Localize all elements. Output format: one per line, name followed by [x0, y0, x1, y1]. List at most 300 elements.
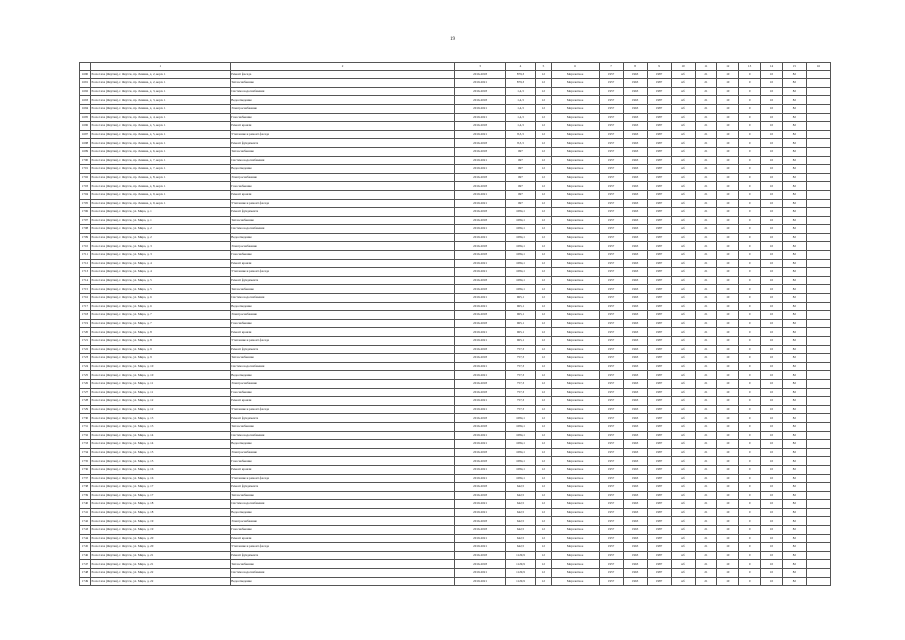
table-cell: нб — [671, 147, 695, 156]
table-cell: 12 — [536, 534, 551, 543]
table-cell: Водоотведение — [230, 371, 455, 380]
table-cell: Ремонт кровли — [230, 465, 455, 474]
table-cell: 10 — [717, 448, 739, 457]
table-cell: 21 — [695, 79, 717, 88]
table-cell: Мерзлотное — [551, 337, 599, 346]
table-row — [80, 397, 831, 406]
table-cell: 1084,1 — [505, 457, 536, 466]
table-cell: 642,5 — [505, 526, 536, 535]
table-cell: Водоотведение — [230, 508, 455, 517]
table-cell: 10 — [717, 328, 739, 337]
table-cell: 82 — [782, 276, 806, 285]
table-cell: 757,3 — [505, 371, 536, 380]
table-cell: 10 — [717, 104, 739, 113]
table-cell — [806, 345, 830, 354]
table-cell: 0 — [739, 465, 761, 474]
table-cell: 0 — [739, 276, 761, 285]
table-cell: 10 — [717, 225, 739, 234]
table-cell — [806, 448, 830, 457]
table-cell: Водоотведение — [230, 440, 455, 449]
table-cell: 12 — [536, 242, 551, 251]
row-number-cell: 1722 — [80, 345, 91, 354]
table-cell: 1,4,3 — [505, 96, 536, 105]
table-cell: 1963 — [623, 491, 647, 500]
table-cell: 10 — [717, 379, 739, 388]
table-cell: 10 — [761, 534, 783, 543]
table-cell: 1987 — [647, 199, 671, 208]
table-cell: Роск.Саха (Якутия), г. Якутск, ул. Мира, д. 21 — [90, 551, 230, 560]
table-row — [80, 560, 831, 569]
table-cell: 10 — [761, 139, 783, 148]
table-cell — [806, 362, 830, 371]
table-cell: 1957 — [599, 431, 623, 440]
table-cell: Роск.Саха (Якутия), г. Якутск, ул. Мира, д. 15 — [90, 457, 230, 466]
table-cell: 0 — [739, 379, 761, 388]
table-cell — [806, 457, 830, 466]
table-cell: 10 — [761, 465, 783, 474]
table-cell: 2019-2021 — [455, 397, 505, 406]
row-number-cell: 1716 — [80, 294, 91, 303]
table-cell: Мерзлотное — [551, 182, 599, 191]
table-cell: 1957 — [599, 147, 623, 156]
row-number-cell: 1693 — [80, 96, 91, 105]
table-cell: 10 — [761, 276, 783, 285]
row-number-cell: 1691 — [80, 79, 91, 88]
table-cell: 1963 — [623, 543, 647, 552]
table-cell: 82 — [782, 517, 806, 526]
table-cell: 12 — [536, 354, 551, 363]
table-cell: 1084,1 — [505, 208, 536, 217]
table-cell — [806, 551, 830, 560]
table-cell: 21 — [695, 526, 717, 535]
table-cell: 0 — [739, 130, 761, 139]
table-cell — [806, 70, 830, 79]
row-number-cell: 1697 — [80, 130, 91, 139]
table-cell: 10 — [761, 517, 783, 526]
table-cell: Мерзлотное — [551, 422, 599, 431]
table-cell: 1987 — [647, 156, 671, 165]
table-cell: 1963 — [623, 362, 647, 371]
table-cell: 1957 — [599, 199, 623, 208]
row-number-cell: 1711 — [80, 251, 91, 260]
table-cell: 2016-2018 — [455, 285, 505, 294]
table-cell: 21 — [695, 551, 717, 560]
table-cell: 82 — [782, 500, 806, 509]
table-cell: 10 — [761, 311, 783, 320]
table-cell: 1957 — [599, 182, 623, 191]
table-cell: Мерзлотное — [551, 147, 599, 156]
table-cell: 10 — [717, 70, 739, 79]
table-cell: Мерзлотное — [551, 104, 599, 113]
table-cell: 1987 — [647, 259, 671, 268]
table-cell: 10 — [761, 156, 783, 165]
table-cell: 1963 — [623, 371, 647, 380]
table-cell: Ремонт кровли — [230, 328, 455, 337]
table-cell: 1963 — [623, 457, 647, 466]
table-cell: 0 — [739, 173, 761, 182]
table-cell: 0 — [739, 560, 761, 569]
table-cell: 12 — [536, 251, 551, 260]
table-cell: 1963 — [623, 259, 647, 268]
table-cell: Мерзлотное — [551, 139, 599, 148]
table-cell: Электроснабжение — [230, 173, 455, 182]
table-cell: 2019-2021 — [455, 165, 505, 174]
table-cell: Мерзлотное — [551, 268, 599, 277]
table-cell: 12 — [536, 543, 551, 552]
table-cell: 0 — [739, 534, 761, 543]
column-header: 1 — [90, 63, 230, 71]
table-cell: Мерзлотное — [551, 328, 599, 337]
table-cell: Мерзлотное — [551, 354, 599, 363]
table-cell: 10 — [761, 457, 783, 466]
table-cell: Роск.Саха (Якутия), г. Якутск, ул. Мира, д. 6 — [90, 294, 230, 303]
table-cell: 10 — [717, 276, 739, 285]
table-cell: 0 — [739, 216, 761, 225]
table-cell: нб — [671, 551, 695, 560]
table-cell: 2019-2021 — [455, 440, 505, 449]
table-cell: 12 — [536, 560, 551, 569]
table-cell: 1957 — [599, 526, 623, 535]
table-cell: 21 — [695, 251, 717, 260]
table-cell: 12 — [536, 122, 551, 131]
table-cell: Мерзлотное — [551, 156, 599, 165]
table-cell: 12 — [536, 87, 551, 96]
table-cell: 10 — [717, 362, 739, 371]
table-cell: 21 — [695, 259, 717, 268]
table-cell: 1987 — [647, 122, 671, 131]
table-cell: 1957 — [599, 440, 623, 449]
table-cell: 879,3 — [505, 70, 536, 79]
table-cell: 10 — [761, 483, 783, 492]
table-cell — [806, 182, 830, 191]
table-cell: Роск.Саха (Якутия), г. Якутск, ул. Мира, д. 18 — [90, 508, 230, 517]
table-cell: 1957 — [599, 379, 623, 388]
table-cell: 642,5 — [505, 543, 536, 552]
table-cell: 12 — [536, 130, 551, 139]
table-cell: Роск.Саха (Якутия), г. Якутск, ул. Мира, д. 17 — [90, 483, 230, 492]
table-cell: 0 — [739, 208, 761, 217]
table-cell: 1987 — [647, 165, 671, 174]
table-cell: 1987 — [647, 311, 671, 320]
table-row — [80, 543, 831, 552]
table-cell: нб — [671, 560, 695, 569]
table-cell: 1957 — [599, 534, 623, 543]
table-cell: 10 — [717, 414, 739, 423]
table-cell: 2016-2018 — [455, 96, 505, 105]
table-cell: нб — [671, 543, 695, 552]
table-cell: Ремонт фундамента — [230, 345, 455, 354]
table-cell: 82 — [782, 165, 806, 174]
table-cell: 82 — [782, 405, 806, 414]
table-cell: Мерзлотное — [551, 448, 599, 457]
table-cell: 1987 — [647, 431, 671, 440]
table-cell: 697 — [505, 190, 536, 199]
table-cell: Мерзлотное — [551, 173, 599, 182]
table-cell: 1963 — [623, 337, 647, 346]
table-cell: 12 — [536, 79, 551, 88]
table-cell: Мерзлотное — [551, 379, 599, 388]
table-cell: нб — [671, 354, 695, 363]
table-cell: нб — [671, 165, 695, 174]
table-cell: Электроснабжение — [230, 448, 455, 457]
table-cell: 10 — [717, 87, 739, 96]
table-cell: 12 — [536, 371, 551, 380]
table-cell: 82 — [782, 534, 806, 543]
table-cell: 21 — [695, 414, 717, 423]
table-cell: 1963 — [623, 311, 647, 320]
row-number-cell: 1720 — [80, 328, 91, 337]
row-number-cell: 1700 — [80, 156, 91, 165]
table-cell: 10 — [717, 251, 739, 260]
table-cell: 1957 — [599, 233, 623, 242]
table-cell: 21 — [695, 130, 717, 139]
table-cell: Мерзлотное — [551, 440, 599, 449]
table-cell — [806, 104, 830, 113]
table-row — [80, 508, 831, 517]
table-cell: 21 — [695, 379, 717, 388]
table-cell: 10 — [717, 517, 739, 526]
table-cell: Система водоснабжения — [230, 294, 455, 303]
table-cell: 10 — [761, 285, 783, 294]
table-cell: Теплоснабжение — [230, 354, 455, 363]
table-cell: нб — [671, 225, 695, 234]
table-cell: Роск.Саха (Якутия), г. Якутск, пр. Ленина, д. 7, корп. 1 — [90, 156, 230, 165]
table-cell: 2016-2018 — [455, 122, 505, 131]
row-number-cell: 1704 — [80, 190, 91, 199]
table-cell: 2019-2021 — [455, 465, 505, 474]
table-cell: 12 — [536, 362, 551, 371]
table-cell: 757,3 — [505, 379, 536, 388]
table-cell: 1957 — [599, 345, 623, 354]
table-cell — [806, 79, 830, 88]
table-cell: нб — [671, 285, 695, 294]
table-cell: Роск.Саха (Якутия), г. Якутск, ул. Мира, д. 9 — [90, 354, 230, 363]
table-cell: 0 — [739, 517, 761, 526]
table-row — [80, 474, 831, 483]
table-cell: 82 — [782, 457, 806, 466]
table-cell: Мерзлотное — [551, 311, 599, 320]
table-cell: 82 — [782, 440, 806, 449]
table-cell: 10 — [761, 371, 783, 380]
table-row — [80, 448, 831, 457]
table-cell: 697 — [505, 147, 536, 156]
table-cell: 10 — [761, 70, 783, 79]
table-cell: 2016-2018 — [455, 70, 505, 79]
table-cell: нб — [671, 208, 695, 217]
table-cell: 10 — [717, 354, 739, 363]
table-cell: 1963 — [623, 431, 647, 440]
table-cell: 1963 — [623, 328, 647, 337]
table-cell: 10 — [761, 190, 783, 199]
table-cell: 10 — [761, 551, 783, 560]
table-cell: Мерзлотное — [551, 225, 599, 234]
table-cell: 21 — [695, 311, 717, 320]
table-cell: 1963 — [623, 551, 647, 560]
table-cell: 12 — [536, 165, 551, 174]
table-cell: Роск.Саха (Якутия), г. Якутск, ул. Мира, д. 1 — [90, 216, 230, 225]
table-row — [80, 190, 831, 199]
table-cell: 1963 — [623, 465, 647, 474]
table-cell: 2016-2018 — [455, 388, 505, 397]
table-cell — [806, 491, 830, 500]
table-cell: 82 — [782, 328, 806, 337]
table-cell: 1084,1 — [505, 251, 536, 260]
table-cell: 10 — [761, 96, 783, 105]
table-cell: 82 — [782, 422, 806, 431]
table-cell: нб — [671, 431, 695, 440]
table-cell: 10 — [717, 543, 739, 552]
table-cell: 0 — [739, 431, 761, 440]
table-cell: Мерзлотное — [551, 414, 599, 423]
table-cell: 697 — [505, 165, 536, 174]
table-cell: 2016-2018 — [455, 457, 505, 466]
table-cell: 12 — [536, 216, 551, 225]
table-cell: 2019-2021 — [455, 79, 505, 88]
table-cell: 8,3,3 — [505, 139, 536, 148]
table-cell: 2019-2021 — [455, 337, 505, 346]
table-cell: 1963 — [623, 474, 647, 483]
table-cell: 82 — [782, 242, 806, 251]
table-cell: 0 — [739, 165, 761, 174]
table-cell: 10 — [761, 440, 783, 449]
table-cell: 10 — [717, 508, 739, 517]
table-cell: 0 — [739, 551, 761, 560]
table-cell: 1987 — [647, 182, 671, 191]
table-cell: 0 — [739, 345, 761, 354]
table-cell: 12 — [536, 517, 551, 526]
table-cell — [806, 173, 830, 182]
table-cell: Роск.Саха (Якутия), г. Якутск, ул. Мира, д. 11 — [90, 388, 230, 397]
table-cell: 1963 — [623, 147, 647, 156]
column-header: 14 — [761, 63, 783, 71]
table-cell: нб — [671, 337, 695, 346]
table-cell: Мерзлотное — [551, 113, 599, 122]
table-cell: Ремонт фундамента — [230, 483, 455, 492]
table-cell: Мерзлотное — [551, 534, 599, 543]
table-cell: 1987 — [647, 233, 671, 242]
table-cell: Роск.Саха (Якутия), г. Якутск, ул. Мира, д. 22 — [90, 569, 230, 578]
table-cell: 1987 — [647, 422, 671, 431]
table-cell: 1084,1 — [505, 242, 536, 251]
table-cell: 2019-2021 — [455, 543, 505, 552]
table-cell: 1957 — [599, 543, 623, 552]
table-cell: 1963 — [623, 422, 647, 431]
table-cell: 10 — [761, 208, 783, 217]
table-row — [80, 122, 831, 131]
table-cell: Система водоснабжения — [230, 362, 455, 371]
table-cell: Мерзлотное — [551, 242, 599, 251]
row-number-cell: 1744 — [80, 534, 91, 543]
table-cell: 0 — [739, 104, 761, 113]
table-cell: Ремонт фундамента — [230, 414, 455, 423]
table-cell: 2016-2018 — [455, 319, 505, 328]
table-cell: 1957 — [599, 405, 623, 414]
row-number-cell: 1742 — [80, 517, 91, 526]
table-cell: 1957 — [599, 551, 623, 560]
table-cell: 21 — [695, 96, 717, 105]
table-cell: 1963 — [623, 216, 647, 225]
table-row — [80, 526, 831, 535]
table-cell: 12 — [536, 448, 551, 457]
table-cell — [806, 147, 830, 156]
table-cell: Роск.Саха (Якутия), г. Якутск, ул. Мира, д. 21 — [90, 560, 230, 569]
row-number-cell: 1714 — [80, 276, 91, 285]
table-cell: 1957 — [599, 276, 623, 285]
table-cell: 21 — [695, 362, 717, 371]
table-row — [80, 259, 831, 268]
table-cell: 21 — [695, 337, 717, 346]
table-row — [80, 251, 831, 260]
table-cell: 82 — [782, 397, 806, 406]
table-cell: нб — [671, 397, 695, 406]
table-cell: Мерзлотное — [551, 190, 599, 199]
table-cell: 1957 — [599, 569, 623, 578]
table-cell: Роск.Саха (Якутия), г. Якутск, пр. Ленина, д. 3, корп. 1 — [90, 87, 230, 96]
table-cell: 1957 — [599, 156, 623, 165]
table-cell: 0 — [739, 500, 761, 509]
table-cell: 21 — [695, 70, 717, 79]
table-cell: 1963 — [623, 319, 647, 328]
table-cell: 10 — [717, 294, 739, 303]
table-cell: 12 — [536, 259, 551, 268]
table-cell — [806, 311, 830, 320]
table-row — [80, 156, 831, 165]
table-cell: 21 — [695, 139, 717, 148]
column-header: 12 — [717, 63, 739, 71]
table-cell: 10 — [717, 173, 739, 182]
row-number-cell: 1732 — [80, 431, 91, 440]
table-cell: Мерзлотное — [551, 465, 599, 474]
table-cell: 1963 — [623, 156, 647, 165]
table-row — [80, 294, 831, 303]
table-cell: Электроснабжение — [230, 517, 455, 526]
column-header: 13 — [739, 63, 761, 71]
table-cell — [806, 569, 830, 578]
table-cell: 1963 — [623, 165, 647, 174]
table-cell — [806, 156, 830, 165]
table-cell: 10 — [717, 483, 739, 492]
table-cell: 757,3 — [505, 354, 536, 363]
table-cell: 12 — [536, 190, 551, 199]
table-cell: нб — [671, 216, 695, 225]
table-cell: 2016-2018 — [455, 526, 505, 535]
table-cell: Роск.Саха (Якутия), г. Якутск, ул. Мира, д. 20 — [90, 534, 230, 543]
table-cell — [806, 414, 830, 423]
table-cell: Теплоснабжение — [230, 147, 455, 156]
table-cell: 1957 — [599, 165, 623, 174]
table-cell: Теплоснабжение — [230, 216, 455, 225]
column-header: 8 — [623, 63, 647, 71]
table-cell: 1957 — [599, 397, 623, 406]
table-cell: 0 — [739, 285, 761, 294]
table-cell — [806, 577, 830, 586]
table-cell: 2019-2021 — [455, 268, 505, 277]
row-number-cell: 1715 — [80, 285, 91, 294]
table-cell: 1957 — [599, 388, 623, 397]
table-cell: 21 — [695, 122, 717, 131]
table-cell: 12 — [536, 328, 551, 337]
table-row — [80, 113, 831, 122]
row-number-cell: 1717 — [80, 302, 91, 311]
table-cell: 965,1 — [505, 337, 536, 346]
table-cell: 10 — [761, 500, 783, 509]
table-cell: Роск.Саха (Якутия), г. Якутск, ул. Мира, д. 12 — [90, 405, 230, 414]
table-cell: 1084,1 — [505, 233, 536, 242]
table-cell: 82 — [782, 96, 806, 105]
table-cell: 12 — [536, 345, 551, 354]
table-cell: Мерзлотное — [551, 199, 599, 208]
table-cell: 21 — [695, 87, 717, 96]
